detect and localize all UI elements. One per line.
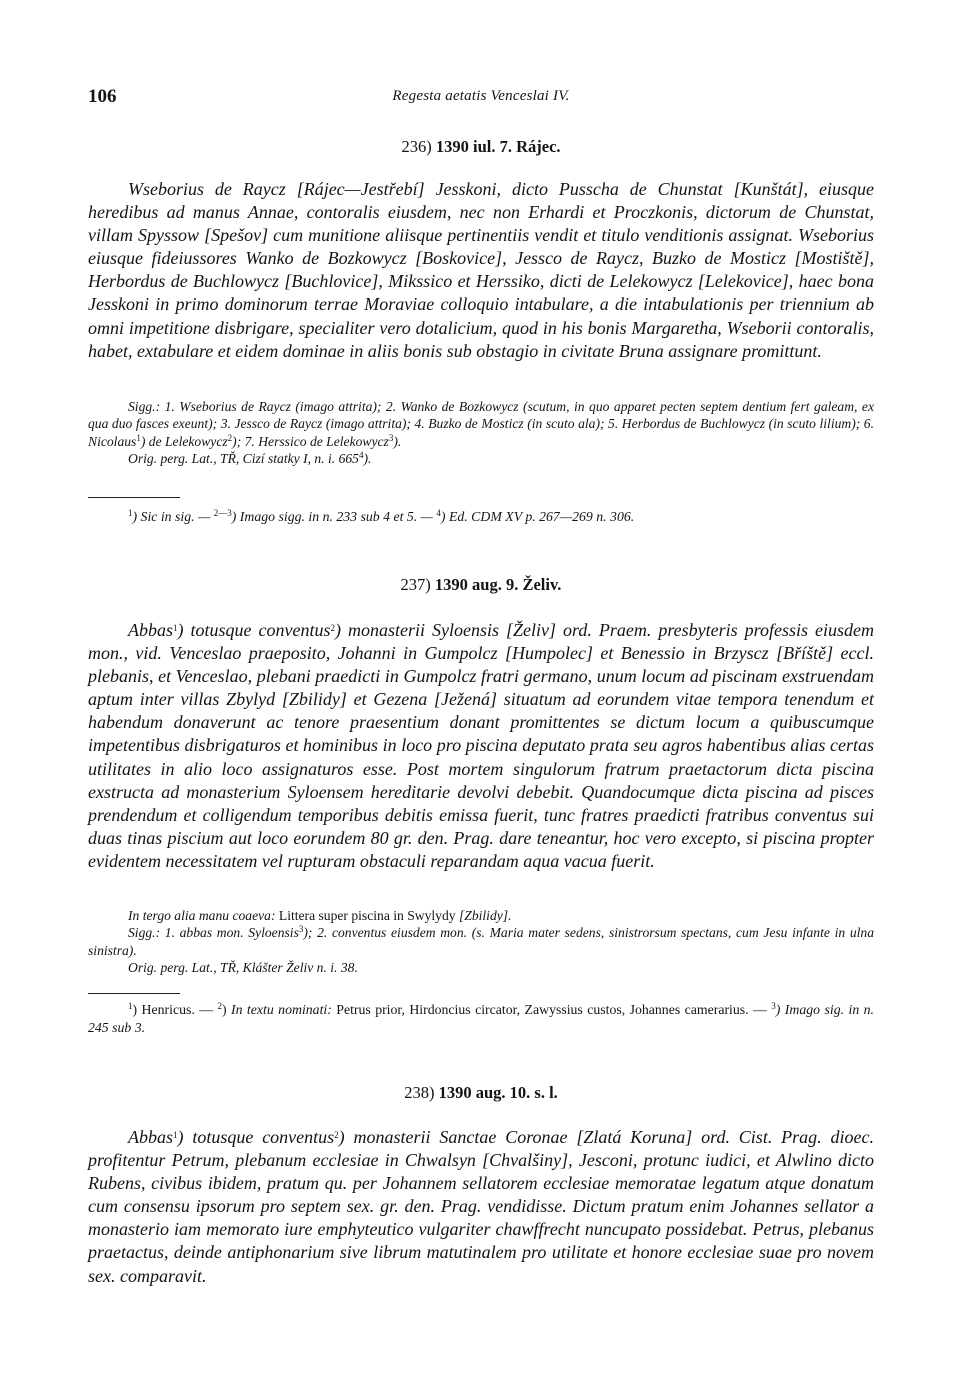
entry-date-place: 1390 aug. 10. s. l.	[438, 1083, 558, 1102]
entry-number: 237)	[400, 575, 435, 594]
original-source: Orig. perg. Lat., TŘ, Cizí statky I, n. i. $665^4$).	[128, 449, 372, 466]
footnotes-236: $^1$) Sic in sig. — $^{2—3}$) Imago sigg. in n. 233 sub 4 et 5. — $^4$) Ed. CDM XV p. 267—269 n. 306.	[128, 508, 635, 524]
seals-description: Sigg.: 1. abbas mon. Syloensis$^3$); 2. conventus eiusdem mon. (s. Maria mater sedens, sinistrorsum spectans, cum Jesu infante in ulna sinistra).	[88, 924, 875, 958]
footnotes-237: $^1$) Henricus. — $^2$) In textu nominati: Petrus prior, Hirdoncius circator, Zawyssius custos, Johannes camerarius. — $^3$) Imago sig. in n. 245 sub 3.	[88, 1001, 875, 1035]
regest-text-236: Wseborius de Raycz [Rájec—Jestřebí] Jesskoni, dicto Pusscha de Chunstat [Kunštát], eiusque heredibus ad manus Annae, contoralis eiusdem, nec non Erhardi et Proczkonis, dictorum de Chunstat, villam Spyssow [Spešov] cum munitione aliisque pertinentiis vendit et titulo venditionis assignat. Wseborius eiusque fideiussores Wanko de Bozkowycz [Boskovice], Jessco de Raycz, Buzko de Mosticz [Mostiště], Herbordus de Buchlowycz [Buchlovice], Mikssico et Herssiko, dicti de Lelekowycz [Lelekovice], haec bona Jesskoni in primo dominorum terrae Moraviae colloquio intabulare, a die intabulationis per triennium ab omni impetitione disbrigare, specialiter vero dotalicium, quod in his bonis Margaretha, Wseborii contoralis, habet, extabulare et eidem dominae in aliis bonis sub obstagio in civitate Bruna assignare promittunt.	[88, 179, 874, 361]
regest-text-238: Abbas$^1$) totusque conventus$^2$) monasterii Sanctae Coronae [Zlatá Koruna] ord. Cist. Prag. dioec. profitentur Petrum, plebanum ecclesiae in Chwalsyn [Chvalšiny], Jesconi, protunc iudici, et Alwlino dicto Rubens, civibus ibidem, pratum qu. per Johannem sellatorem ecclesiae memoratae legatum atque donatum cum consensu ipsorum pro septem sex. gr. den. Prag. vendidisse. Dictum pratum enim Johannes sellator a monasterio iam memorato iure emphyteutico vulgariter chawffrecht nuncupato possidebat. Petrus, plebanus praetactus, deinde antiphonarium sive librum matutinalem pro utilitate et honore ecclesiae suae pro novem sex. comparavit.	[88, 1127, 874, 1286]
seal-notes-237	[88, 907, 874, 976]
regest-text-237: Abbas$^1$) totusque conventus$^2$) monasterii Syloensis [Želiv] ord. Praem. presbyteris professis eiusdem mon., vid. Venceslao praeposito, Johanni in Gumpolcz [Humpolec] et Benessio in Brzyscz [Bříště] eccl. plebanis, et Venceslao, plebani praedicti in Gumpolcz fratri germano, unum locum ad piscinam exstruendam aptum inter villas Zbylyd [Zbilidy] et Gezena [Ježená] situatum ad eorundem vitae tempora tenendum et habendum donaverunt ac tenore praesentium donant promittentes se dictum locum a quibuscumque impetentibus disbrigaturos et hominibus in loco pro piscina deputato prata seu agros habentibus alias certas utilitates in alio loco assignaturos esse. Post mortem singulorum fratrum praetactorum dicta piscina exstructa ad monasterium Syloensem hereditarie devolvi debebit. Quandocumque dicta piscina ad pisces prendendum et colligendum temporibus debitis emissa fuerit, tunc fratres praedicti fratribus conventus sui duas tinas piscium aut loco eorundem 80 gr. den. Prag. dare teneantur, hoc vero excepto, si piscina propter evidentem necessitatem vel rupturam obstaculi reparandam aqua vacua fuerit.	[88, 620, 874, 871]
seals-description: Sigg.: 1. Wseborius de Raycz (imago attrita); 2. Wanko de Bozkowycz (scutum, in quo apparet pecten septem dentium fert galeam, ex qua duo fasces exeunt); 3. Jessco de Raycz (imago attrita); 4. Buzko de Mosticz (in scuto ala); 5. Herbordus de Buchlowycz (in scuto lilium); 6. Nicolaus$^1$) de Lelekowycz$^2$); 7. Herssico de Lelekowycz$^3$).	[88, 399, 874, 449]
page-header	[88, 86, 874, 110]
running-head: Regesta aetatis Venceslai IV.	[392, 88, 570, 104]
entry-date-place: 1390 iul. 7. Rájec.	[435, 137, 561, 156]
entry-heading-238	[88, 1083, 874, 1103]
seal-notes-236	[88, 398, 874, 467]
dorsal-note: In tergo alia manu coaeva: Littera super piscina in Swylydy [Zbilidy].	[128, 908, 512, 923]
entry-number: 238)	[404, 1083, 439, 1102]
entry-number: 236)	[401, 137, 436, 156]
footnote-rule	[88, 497, 180, 498]
page-number: 106	[88, 86, 117, 107]
footnote-rule	[88, 993, 180, 994]
entry-date-place: 1390 aug. 9. Želiv.	[434, 575, 562, 594]
entry-heading-237	[88, 575, 874, 595]
original-source: Orig. perg. Lat., TŘ, Klášter Želiv n. i. 38.	[128, 959, 358, 975]
entry-heading-236	[88, 137, 874, 157]
